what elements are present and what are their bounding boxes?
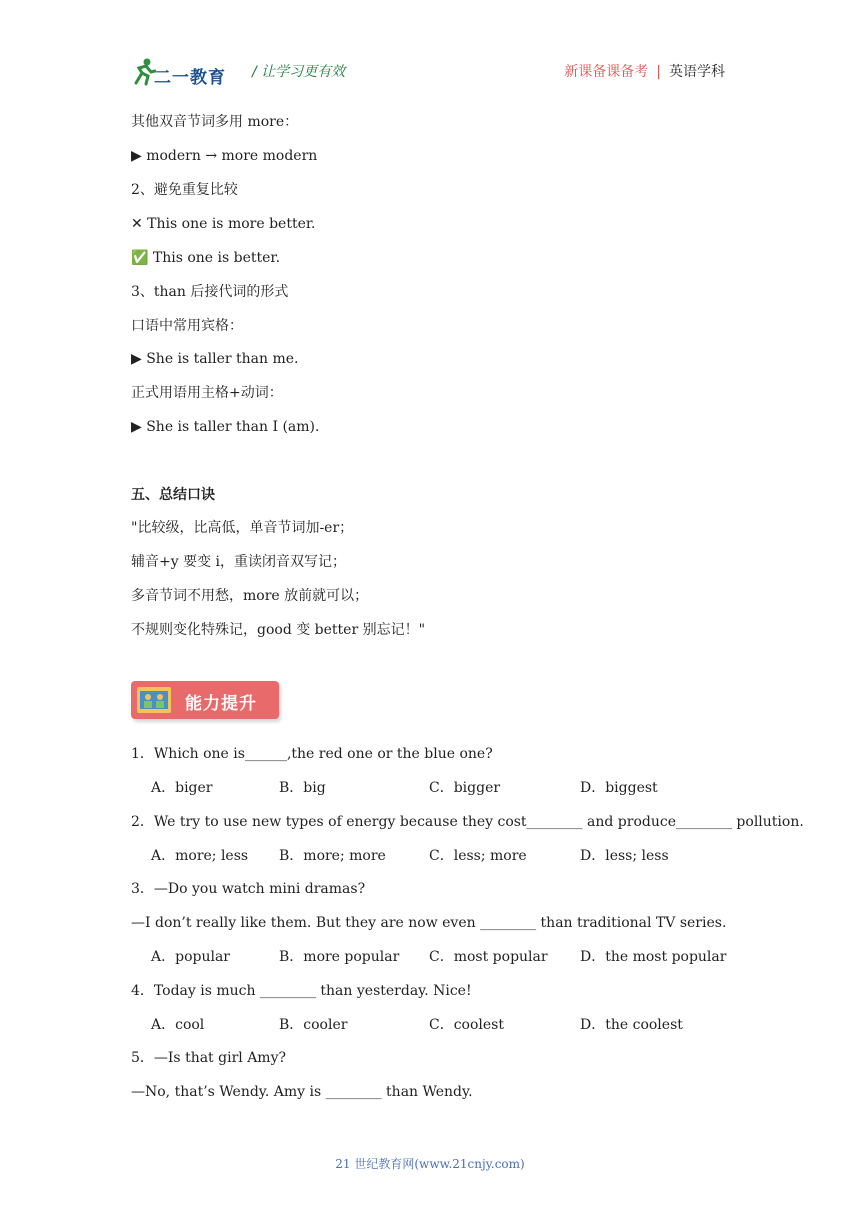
header-right (564, 61, 725, 81)
question-1: 1．Which one is______,the red one or the blue one? (131, 746, 493, 762)
text-line: ✕ This one is more better. (131, 216, 316, 232)
text-line: 其他双音节词多用 more： (131, 114, 299, 130)
text-line: 正式用语用主格+动词： (131, 385, 283, 401)
page-header (130, 55, 730, 91)
option-a: A．biger (151, 780, 213, 796)
option-c: C．coolest (429, 1017, 504, 1033)
header-separator: | (656, 64, 661, 80)
ability-banner (131, 681, 279, 719)
option-d: D．biggest (580, 780, 658, 796)
logo (130, 57, 250, 89)
text-line: 2、避免重复比较 (131, 182, 238, 198)
people-icon (137, 687, 171, 713)
question-3: 3．—Do you watch mini dramas? (131, 881, 366, 897)
runner-logo-icon (130, 57, 156, 87)
text-line: 口语中常用宾格： (131, 318, 243, 334)
option-c: C．less; more (429, 848, 527, 864)
rhyme-line: "比较级，比高低，单音节词加-er； (131, 520, 354, 536)
banner-title: 能力提升 (185, 694, 257, 714)
question-5-reply: —No, that’s Wendy. Amy is ________ than Wendy. (131, 1084, 473, 1100)
option-d: D．the coolest (580, 1017, 683, 1033)
header-course-label: 新课备课备考 (564, 64, 649, 80)
rhyme-line: 不规则变化特殊记，good 变 better 别忘记！" (131, 622, 426, 638)
header-subject-label: 英语学科 (669, 64, 725, 80)
option-b: B．big (279, 780, 326, 796)
question-5: 5．—Is that girl Amy? (131, 1050, 286, 1066)
slogan: / 让学习更有效 (252, 64, 346, 80)
text-line: ▶ She is taller than I (am). (131, 419, 320, 435)
question-4: 4．Today is much ________ than yesterday. Nice! (131, 983, 472, 999)
rhyme-line: 辅音+y 要变 i，重读闭音双写记； (131, 554, 347, 570)
option-d: D．the most popular (580, 949, 727, 965)
option-b: B．more; more (279, 848, 386, 864)
text-line: 3、than 后接代词的形式 (131, 284, 289, 300)
text-line: ✅ This one is better. (131, 250, 281, 266)
option-a: A．more; less (151, 848, 249, 864)
text-line: ▶ modern → more modern (131, 148, 318, 164)
page-footer: 21 世纪教育网(www.21cnjy.com) (335, 1157, 525, 1171)
question-2: 2．We try to use new types of energy because they cost________ and produce________ pollution. (131, 814, 804, 830)
option-a: A．cool (151, 1017, 205, 1033)
option-c: C．most popular (429, 949, 548, 965)
option-a: A．popular (151, 949, 230, 965)
option-d: D．less; less (580, 848, 669, 864)
option-b: B．cooler (279, 1017, 348, 1033)
option-b: B．more popular (279, 949, 400, 965)
option-c: C．bigger (429, 780, 501, 796)
rhyme-line: 多音节词不用愁，more 放前就可以； (131, 588, 369, 604)
logo-text: 二一教育 (154, 68, 226, 88)
question-3-reply: —I don’t really like them. But they are now even ________ than traditional TV series. (131, 915, 727, 931)
section-heading: 五、总结口诀 (131, 487, 215, 503)
text-line: ▶ She is taller than me. (131, 351, 299, 367)
